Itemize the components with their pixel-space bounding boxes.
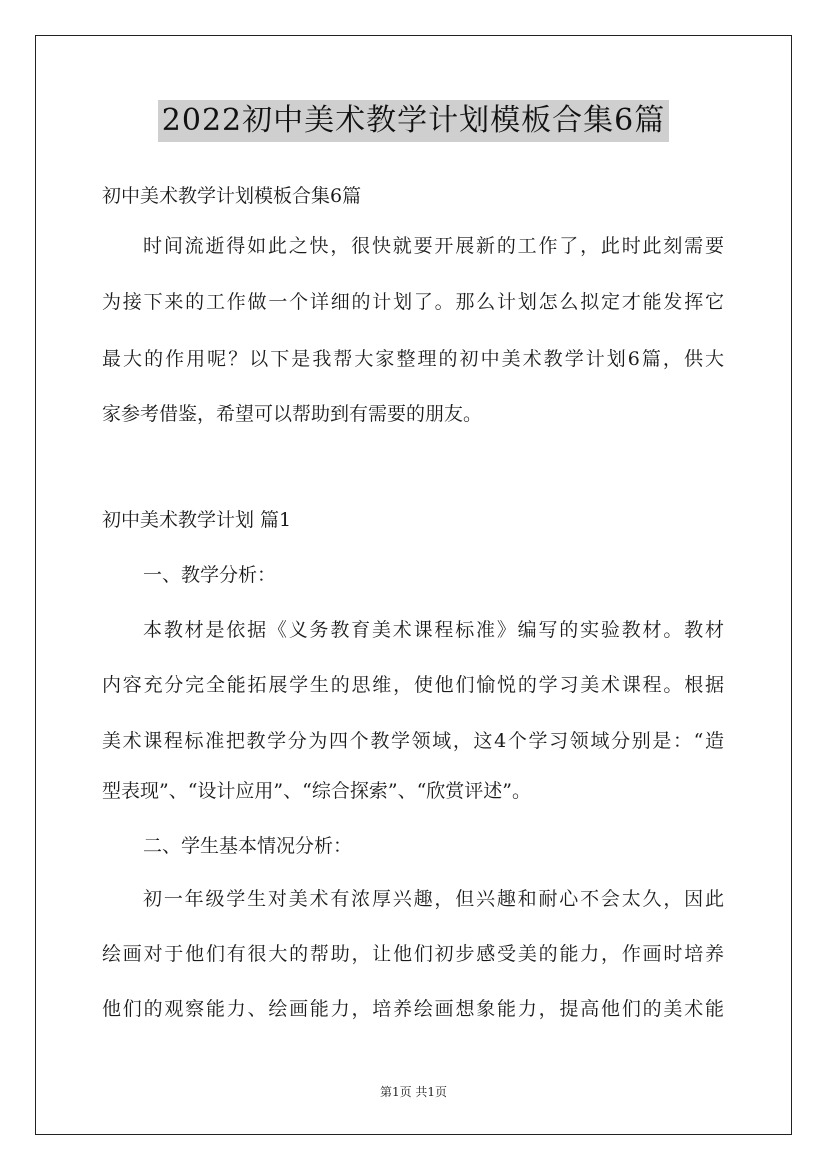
para1-line-1: 本教材是依据《义务教育美术课程标准》编写的实验教材。教材 [143,619,724,641]
document-title: 2022初中美术教学计划模板合集6篇 [158,100,669,142]
para2-line-1: 初一年级学生对美术有浓厚兴趣，但兴趣和耐心不会太久，因此 [143,888,724,910]
intro-line-3: 最大的作用呢？以下是我帮大家整理的初中美术教学计划6篇，供大 [102,348,724,370]
intro-line-4: 家参考借鉴，希望可以帮助到有需要的朋友。 [102,403,483,425]
para2-line-2: 绘画对于他们有很大的帮助，让他们初步感受美的能力，作画时培养 [102,943,724,965]
intro-line-1: 时间流逝得如此之快，很快就要开展新的工作了，此时此刻需要 [143,235,724,257]
para2-line-3: 他们的观察能力、绘画能力，培养绘画想象能力，提高他们的美术能 [102,998,724,1020]
intro-line-2: 为接下来的工作做一个详细的计划了。那么计划怎么拟定才能发挥它 [102,291,724,313]
section-heading: 初中美术教学计划 篇1 [102,509,292,531]
heading-teaching-analysis: 一、教学分析： [143,564,277,586]
page-number-footer: 第1页 共1页 [379,1085,448,1099]
para1-line-2: 内容充分完全能拓展学生的思维，使他们愉悦的学习美术课程。根据 [102,674,724,696]
title-container [0,100,827,142]
para1-line-4: 型表现”、“设计应用”、“综合探索”、“欣赏评述”。 [102,780,531,802]
para1-line-3: 美术课程标准把教学分为四个教学领域，这4个学习领域分别是：“造 [102,730,724,752]
document-subtitle: 初中美术教学计划模板合集6篇 [102,185,362,207]
heading-student-analysis: 二、学生基本情况分析： [143,835,353,857]
